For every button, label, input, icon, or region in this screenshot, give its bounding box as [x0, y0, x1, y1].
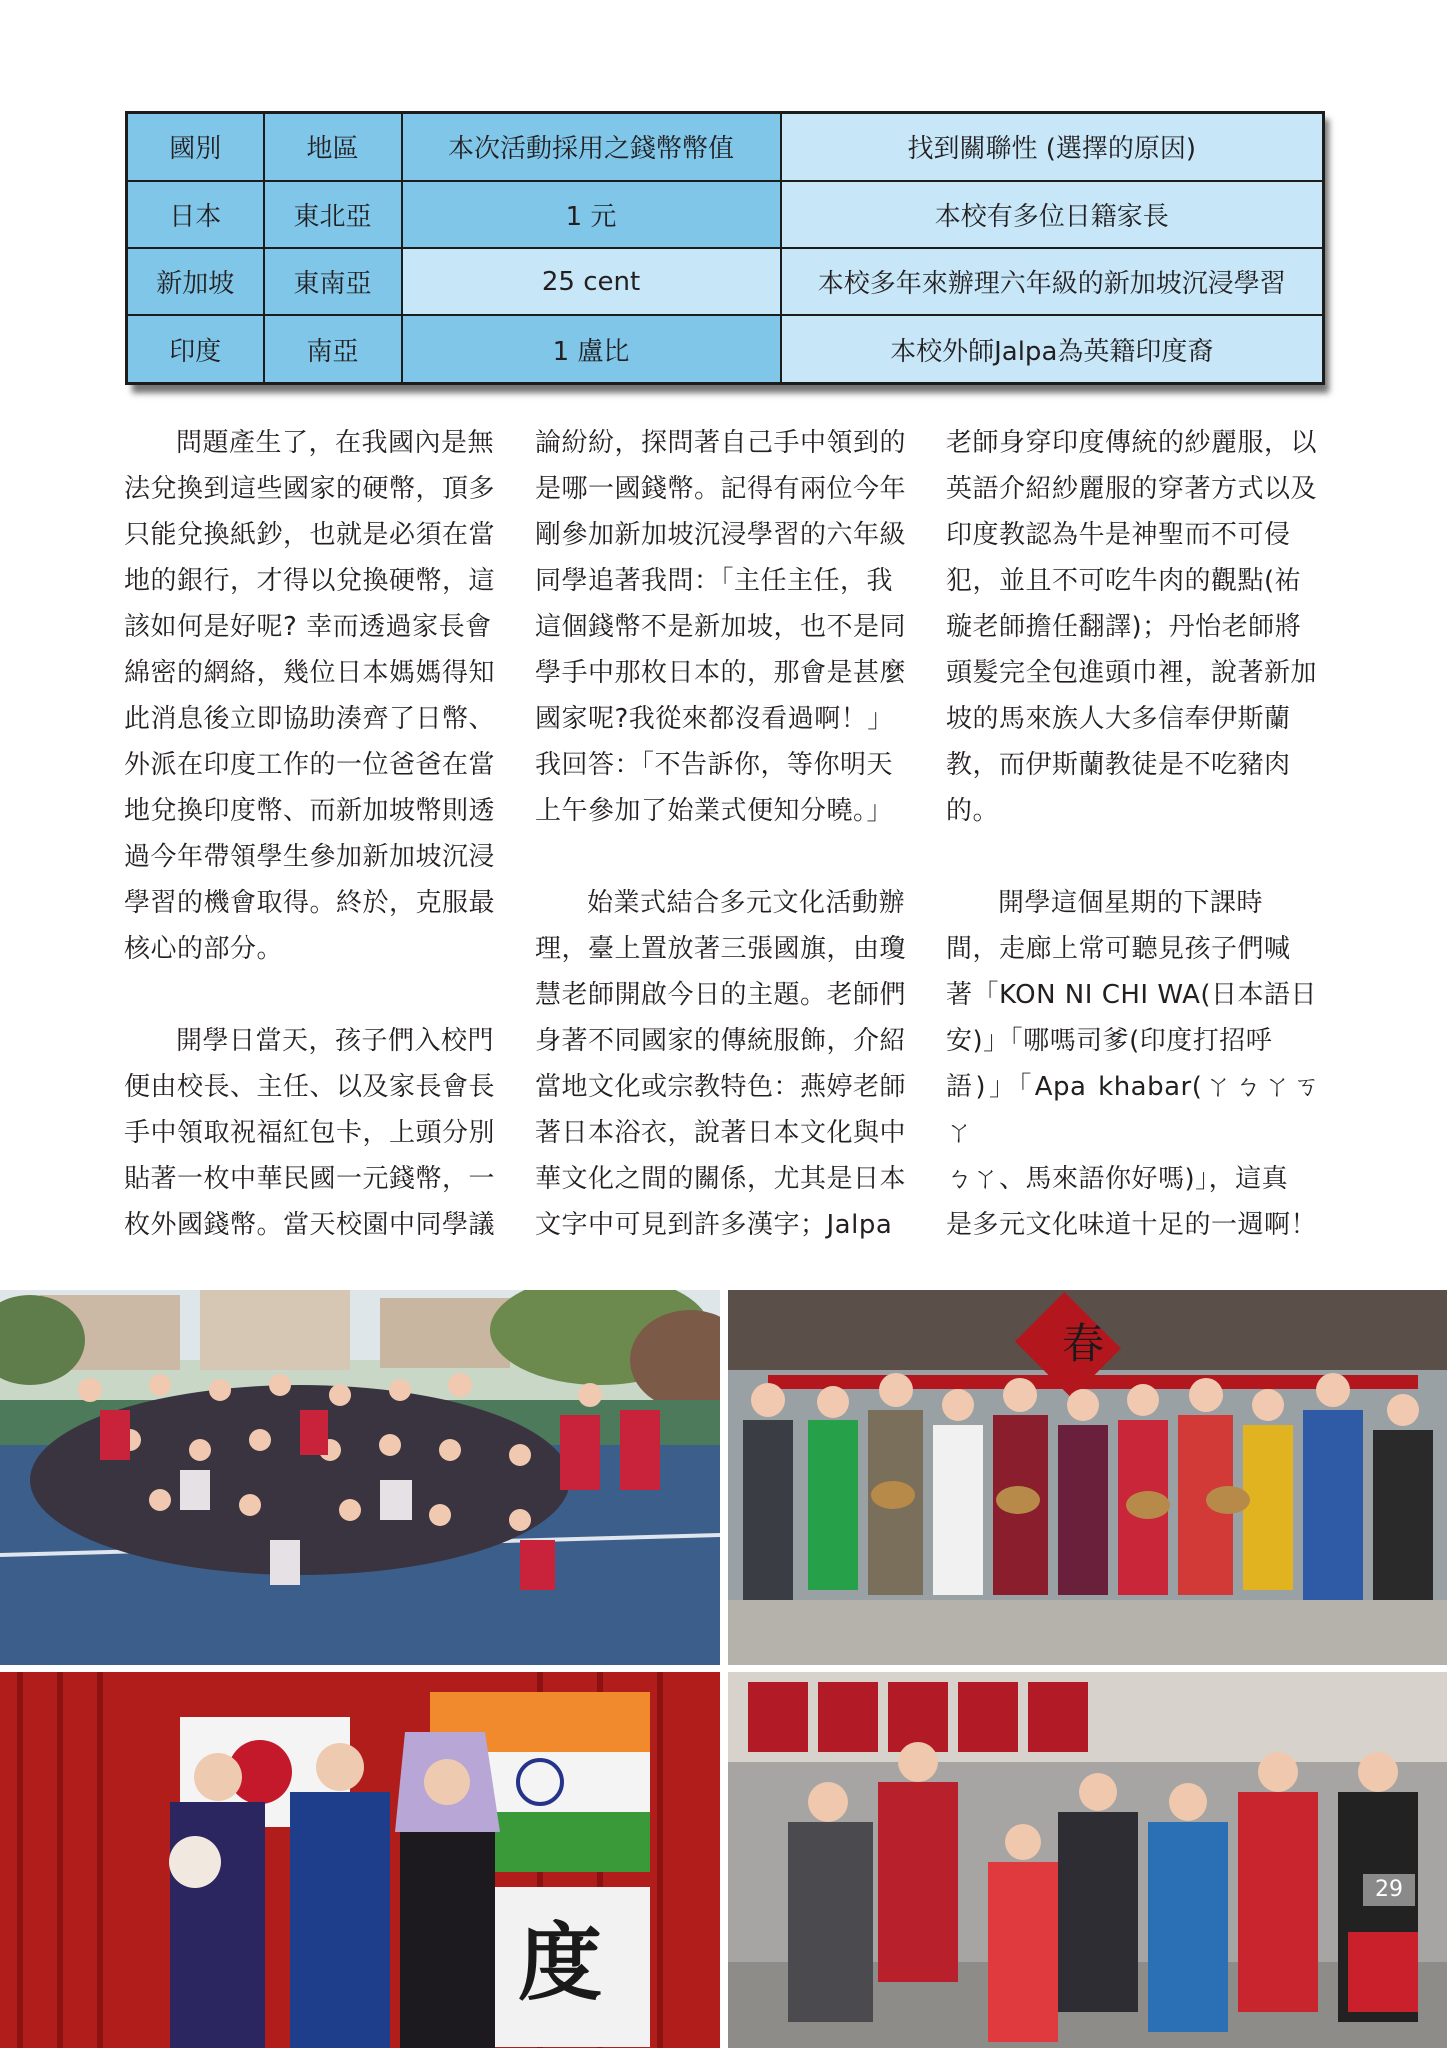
paragraph [535, 420, 909, 834]
text-line: 華文化之間的關係，尤其是日本 [535, 1164, 907, 1194]
text-line: 核心的部分。 [124, 934, 284, 964]
table-header-row [127, 113, 1324, 181]
text-line: 著日本浴衣，說著日本文化與中 [535, 1118, 907, 1148]
text-line: 這個錢幣不是新加坡，也不是同 [535, 612, 907, 642]
cell-country: 印度 [127, 315, 264, 383]
table-row [127, 248, 1324, 315]
page-number: 29 [1363, 1874, 1415, 1906]
text-line: 此消息後立即協助湊齊了日幣、 [124, 704, 496, 734]
text-line: 犯，並且不可吃牛肉的觀點(祐 [946, 566, 1302, 596]
header-reason: 找到關聯性 (選擇的原因) [781, 113, 1324, 181]
text-line: ㄅㄚ、馬來語你好嗎)」，這真 [946, 1164, 1289, 1194]
cell-region: 南亞 [264, 315, 402, 383]
text-line: 該如何是好呢? 幸而透過家長會 [124, 612, 492, 642]
text-line: 國家呢?我從來都沒看過啊！」 [535, 704, 894, 734]
text-line: 論紛紛，探問著自己手中領到的 [535, 428, 907, 458]
text-line: 開學這個星期的下課時 [998, 888, 1264, 918]
text-line: 手中領取祝福紅包卡，上頭分別 [124, 1118, 496, 1148]
text-line: 老師身穿印度傳統的紗麗服，以 [946, 428, 1318, 458]
text-line: 問題產生了，在我國內是無 [176, 428, 495, 458]
text-line: 慧老師開啟今日的主題。老師們 [535, 980, 907, 1010]
text-line: 枚外國錢幣。當天校園中同學議 [124, 1210, 496, 1240]
text-line: 著「KON NI CHI WA(日本語日 [946, 980, 1318, 1010]
text-line: 便由校長、主任、以及家長會長 [124, 1072, 496, 1102]
text-line: 學習的機會取得。終於，克服最 [124, 888, 496, 918]
text-line: 外派在印度工作的一位爸爸在當 [124, 750, 496, 780]
text-line: 的。 [946, 796, 1000, 826]
photo-group-outdoor [0, 1290, 720, 1665]
text-line: 文字中可見到許多漢字；Jalpa [535, 1210, 893, 1240]
text-line: 只能兌換紙鈔，也就是必須在當 [124, 520, 496, 550]
text-line: 我回答：「不告訴你，等你明天 [535, 750, 894, 780]
cell-reason: 本校外師Jalpa為英籍印度裔 [781, 315, 1324, 383]
text-line: 上午參加了始業式便知分曉。」 [535, 796, 894, 826]
cell-region: 東南亞 [264, 248, 402, 315]
flag-sign-text: 度 [517, 1913, 603, 2012]
text-line: 是多元文化味道十足的一週啊！ [946, 1210, 1318, 1240]
cell-country: 日本 [127, 181, 264, 248]
text-line: 開學日當天，孩子們入校門 [176, 1026, 495, 1056]
text-column-1 [124, 420, 498, 1248]
text-line: 理，臺上置放著三張國旗，由瓊 [535, 934, 907, 964]
text-line: 地兌換印度幣、而新加坡幣則透 [124, 796, 496, 826]
text-line: 同學追著我問：「主任主任，我 [535, 566, 894, 596]
paragraph [946, 420, 1320, 834]
cell-reason: 本校多年來辦理六年級的新加坡沉浸學習 [781, 248, 1324, 315]
text-line: 間，走廊上常可聽見孩子們喊 [946, 934, 1291, 964]
text-column-3 [946, 420, 1320, 1248]
paragraph [124, 1018, 498, 1248]
text-line: 坡的馬來族人大多信奉伊斯蘭 [946, 704, 1291, 734]
spring-couplet-text: 春 [1061, 1319, 1105, 1368]
cell-country: 新加坡 [127, 248, 264, 315]
currency-table [125, 111, 1325, 385]
text-line: 地的銀行，才得以兌換硬幣，這 [124, 566, 496, 596]
text-column-2 [535, 420, 909, 1248]
text-line: 綿密的網絡，幾位日本媽媽得知 [124, 658, 496, 688]
cell-coin-value: 1 元 [402, 181, 781, 248]
photo-hallway-children [728, 1672, 1447, 2048]
text-line: 法兌換到這些國家的硬幣，頂多 [124, 474, 496, 504]
table-row [127, 315, 1324, 383]
text-line: 過今年帶領學生參加新加坡沉浸 [124, 842, 496, 872]
text-line: 當地文化或宗教特色：燕婷老師 [535, 1072, 907, 1102]
text-line: 始業式結合多元文化活動辦 [587, 888, 906, 918]
text-line: 語)」「Apa khabar(ㄚㄅㄚㄎㄚ [946, 1072, 1320, 1148]
currency-table-wrapper [125, 111, 1322, 385]
paragraph [535, 880, 909, 1248]
text-line: 剛參加新加坡沉浸學習的六年級 [535, 520, 907, 550]
text-line: 貼著一枚中華民國一元錢幣，一 [124, 1164, 496, 1194]
text-line: 學手中那枚日本的，那會是甚麼 [535, 658, 907, 688]
text-line: 印度教認為牛是神聖而不可侵 [946, 520, 1291, 550]
cell-coin-value: 25 cent [402, 248, 781, 315]
photo-teachers-indoor [728, 1290, 1447, 1665]
text-line: 是哪一國錢幣。記得有兩位今年 [535, 474, 907, 504]
cell-reason: 本校有多位日籍家長 [781, 181, 1324, 248]
table-row [127, 181, 1324, 248]
header-country: 國別 [127, 113, 264, 181]
cell-coin-value: 1 盧比 [402, 315, 781, 383]
text-line: 安)」「哪嗎司爹(印度打招呼 [946, 1026, 1273, 1056]
header-region: 地區 [264, 113, 402, 181]
paragraph [124, 420, 498, 972]
text-line: 教，而伊斯蘭教徒是不吃豬肉 [946, 750, 1291, 780]
text-line: 頭髮完全包進頭巾裡，說著新加 [946, 658, 1318, 688]
text-line: 璇老師擔任翻譯)；丹怡老師將 [946, 612, 1302, 642]
text-line: 英語介紹紗麗服的穿著方式以及 [946, 474, 1318, 504]
cell-region: 東北亞 [264, 181, 402, 248]
text-line: 身著不同國家的傳統服飾，介紹 [535, 1026, 907, 1056]
header-coin-value: 本次活動採用之錢幣幣值 [402, 113, 781, 181]
photo-traditional-dress [0, 1672, 720, 2048]
paragraph [946, 880, 1320, 1248]
